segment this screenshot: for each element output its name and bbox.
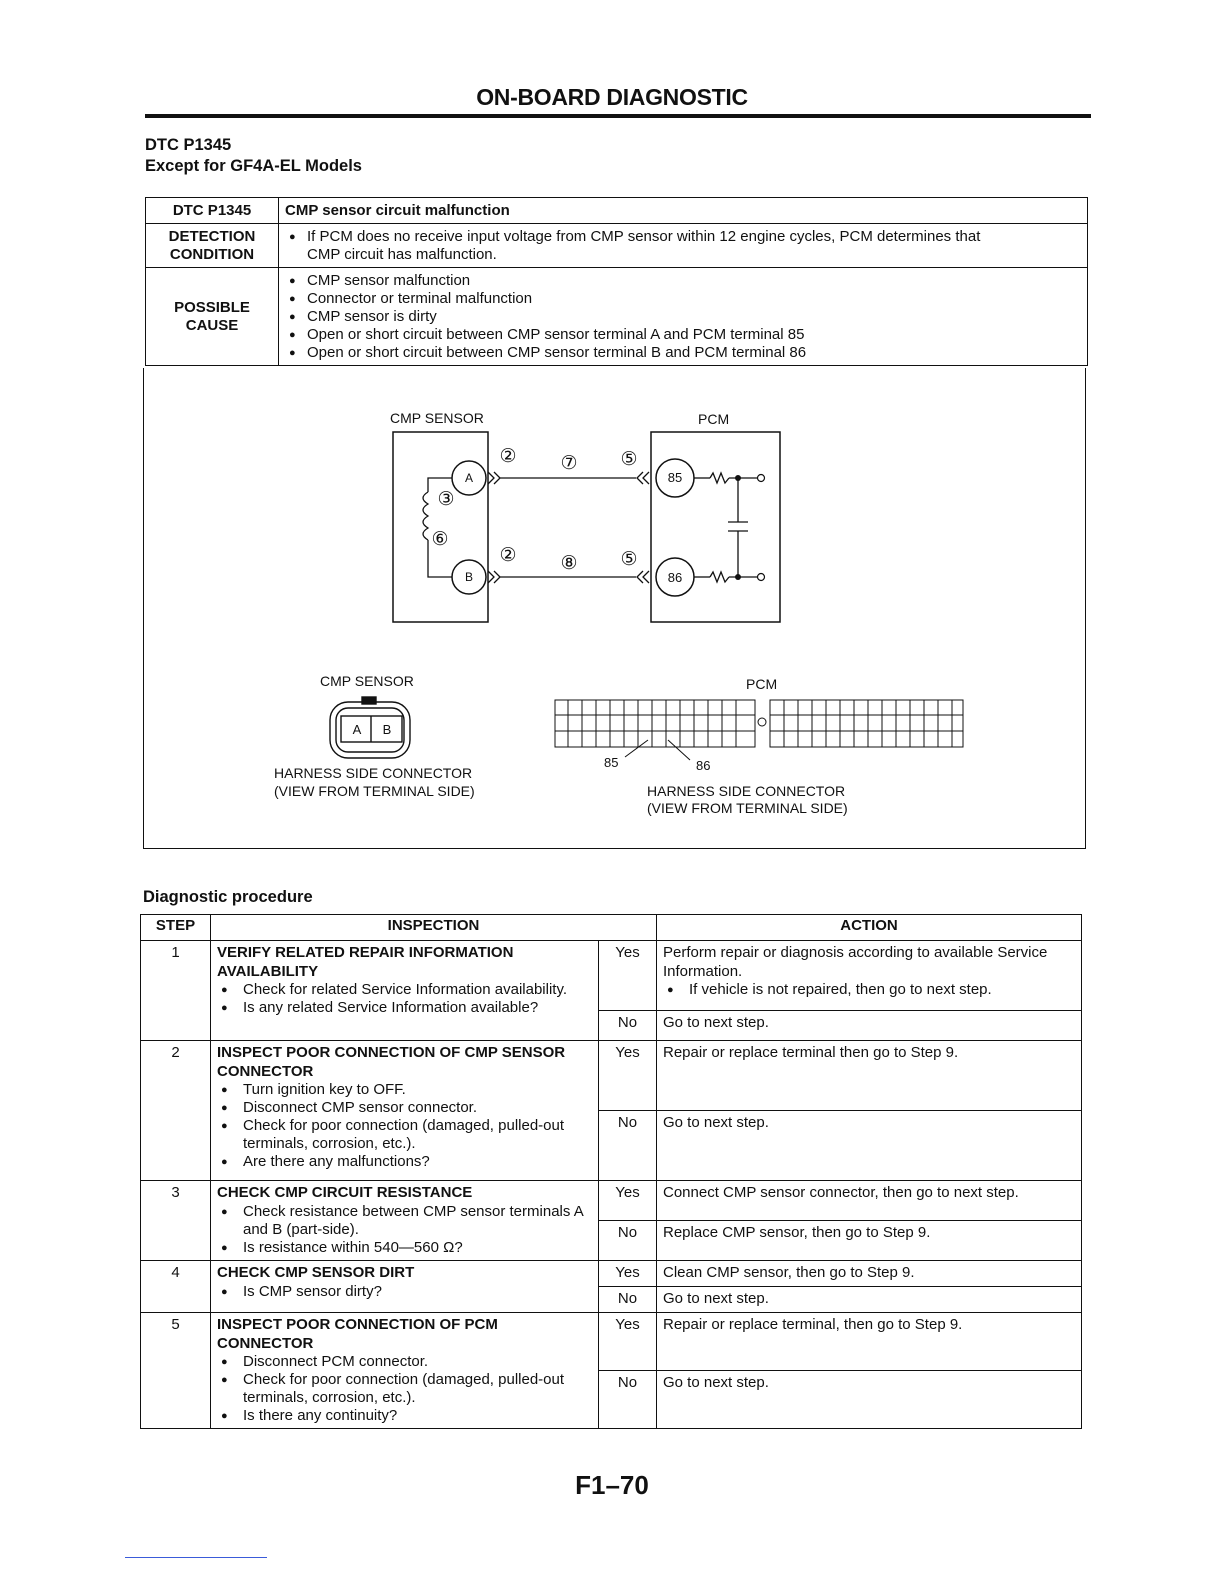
detection-label-line1: DETECTION — [168, 227, 256, 245]
cause-item: ● CMP sensor is dirty — [285, 308, 1081, 326]
inspection-item: ● Is any related Service Information available? — [217, 999, 592, 1017]
terminal-a-label: A — [464, 471, 474, 485]
page-header-title: ON-BOARD DIAGNOSTIC — [476, 84, 748, 110]
no-action: Go to next step. — [657, 1111, 1082, 1181]
cause-label-line2: CAUSE — [185, 316, 239, 334]
no-label: No — [599, 1221, 657, 1261]
connector-pin-b: B — [382, 722, 392, 737]
step-title: INSPECT POOR CONNECTION OF PCM CONNECTOR — [217, 1316, 498, 1352]
cause-item: ● Open or short circuit between CMP sensor terminal A and PCM terminal 85 — [285, 326, 1081, 344]
inspection-item: ● Is there any continuity? — [217, 1407, 592, 1425]
step-number: 2 — [141, 1041, 211, 1181]
yes-action: Repair or replace terminal then go to Step 9. — [657, 1041, 1082, 1111]
diagram-pcm-title: PCM — [698, 411, 730, 427]
dtc-code-cell: DTC P1345 — [146, 198, 279, 224]
cmp-connector-drawing — [330, 697, 410, 758]
circled-2-bottom: ② — [499, 544, 517, 566]
pcm-harness-line2: (VIEW FROM TERMINAL SIDE) — [647, 800, 848, 816]
terminal-86-label: 86 — [667, 570, 683, 585]
procedure-title: Diagnostic procedure — [143, 888, 313, 906]
yes-action: Clean CMP sensor, then go to Step 9. — [657, 1261, 1082, 1287]
dtc-description-cell: CMP sensor circuit malfunction — [279, 198, 1088, 224]
no-label: No — [599, 1111, 657, 1181]
header-action: ACTION — [657, 915, 1082, 941]
yes-label: Yes — [599, 1313, 657, 1371]
yes-action: Repair or replace terminal, then go to Step 9. — [657, 1313, 1082, 1371]
diagram-sensor-title: CMP SENSOR — [390, 410, 484, 426]
step-inspection — [211, 941, 599, 1041]
detection-line2: CMP circuit has malfunction. — [307, 245, 497, 263]
no-label: No — [599, 1011, 657, 1041]
inspection-item: ● Check for poor connection (damaged, pulled-out terminals, corrosion, etc.). — [217, 1371, 592, 1407]
step-title: INSPECT POOR CONNECTION OF CMP SENSOR CONNECTOR — [217, 1044, 566, 1080]
yes-action: Connect CMP sensor connector, then go to next step. — [657, 1181, 1082, 1221]
cause-item: ● CMP sensor malfunction — [285, 272, 1081, 290]
cause-item: ● Connector or terminal malfunction — [285, 290, 1081, 308]
inspection-item: ● Check resistance between CMP sensor terminals A and B (part-side). — [217, 1203, 592, 1239]
yes-label: Yes — [599, 941, 657, 1011]
yes-action-text: Perform repair or diagnosis according to available Service Information. — [663, 944, 1048, 980]
pcm-connector-drawing — [555, 700, 963, 760]
step-number: 1 — [141, 941, 211, 1041]
pin-85-label: 85 — [604, 755, 619, 770]
yes-label: Yes — [599, 1041, 657, 1111]
no-action: Go to next step. — [657, 1371, 1082, 1429]
step-number: 3 — [141, 1181, 211, 1261]
cause-label-line1: POSSIBLE — [174, 298, 250, 316]
no-label: No — [599, 1287, 657, 1313]
sensor-harness-line2: (VIEW FROM TERMINAL SIDE) — [274, 783, 475, 799]
header-step: STEP — [141, 915, 211, 941]
circled-7: ⑦ — [560, 452, 578, 474]
inspection-item: ● Is CMP sensor dirty? — [217, 1283, 592, 1301]
terminal-b-label: B — [464, 570, 474, 584]
inspection-item: ● Disconnect PCM connector. — [217, 1353, 592, 1371]
connector-sensor-title: CMP SENSOR — [320, 673, 414, 689]
circled-8: ⑧ — [560, 552, 578, 574]
inspection-item: ● Is resistance within 540—560 Ω? — [217, 1239, 592, 1257]
connector-pcm-title: PCM — [746, 676, 778, 692]
pin-86-label: 86 — [696, 758, 711, 773]
dtc-heading-code: DTC P1345 — [145, 136, 232, 154]
inspection-item: ● Disconnect CMP sensor connector. — [217, 1099, 592, 1117]
step-inspection — [211, 1313, 599, 1429]
step-number: 5 — [141, 1313, 211, 1429]
step-title: CHECK CMP CIRCUIT RESISTANCE — [217, 1184, 473, 1201]
step-title: VERIFY RELATED REPAIR INFORMATION AVAILABILITY — [217, 944, 514, 980]
step-inspection — [211, 1181, 599, 1261]
inspection-item: ● Are there any malfunctions? — [217, 1153, 592, 1171]
no-action: Go to next step. — [657, 1011, 1082, 1041]
step-number: 4 — [141, 1261, 211, 1313]
detection-label-line2: CONDITION — [169, 245, 255, 263]
detection-line1: If PCM does no receive input voltage from CMP sensor within 12 engine cycles, PCM determines that — [307, 227, 981, 245]
yes-label: Yes — [599, 1261, 657, 1287]
terminal-85-label: 85 — [667, 470, 683, 485]
dtc-heading-models: Except for GF4A-EL Models — [145, 157, 362, 175]
yes-label: Yes — [599, 1181, 657, 1221]
circled-5-top: ⑤ — [620, 448, 638, 470]
inspection-item: ● Check for poor connection (damaged, pulled-out terminals, corrosion, etc.). — [217, 1117, 592, 1153]
header-inspection: INSPECTION — [211, 915, 657, 941]
pcm-harness-line1: HARNESS SIDE CONNECTOR — [647, 783, 846, 799]
connector-pin-a: A — [352, 722, 362, 737]
circled-3: ③ — [437, 488, 455, 510]
step-inspection — [211, 1041, 599, 1181]
circled-6: ⑥ — [431, 528, 449, 550]
step-inspection — [211, 1261, 599, 1313]
yes-action — [657, 941, 1082, 1011]
inspection-item: ● Check for related Service Information availability. — [217, 981, 592, 999]
cause-item: ● Open or short circuit between CMP sensor terminal B and PCM terminal 86 — [285, 344, 1081, 362]
circled-5-bottom: ⑤ — [620, 548, 638, 570]
no-action: Replace CMP sensor, then go to Step 9. — [657, 1221, 1082, 1261]
diagnostic-procedure-table — [140, 914, 1082, 1429]
sensor-harness-line1: HARNESS SIDE CONNECTOR — [274, 765, 473, 781]
no-label: No — [599, 1371, 657, 1429]
footer-link-underline — [125, 1557, 267, 1558]
page-number: F1–70 — [575, 1470, 649, 1500]
step-title: CHECK CMP SENSOR DIRT — [217, 1264, 415, 1281]
no-action: Go to next step. — [657, 1287, 1082, 1313]
inspection-item: ● Turn ignition key to OFF. — [217, 1081, 592, 1099]
circled-2-top: ② — [499, 445, 517, 467]
yes-action-bullet: ● If vehicle is not repaired, then go to next step. — [663, 981, 1075, 999]
